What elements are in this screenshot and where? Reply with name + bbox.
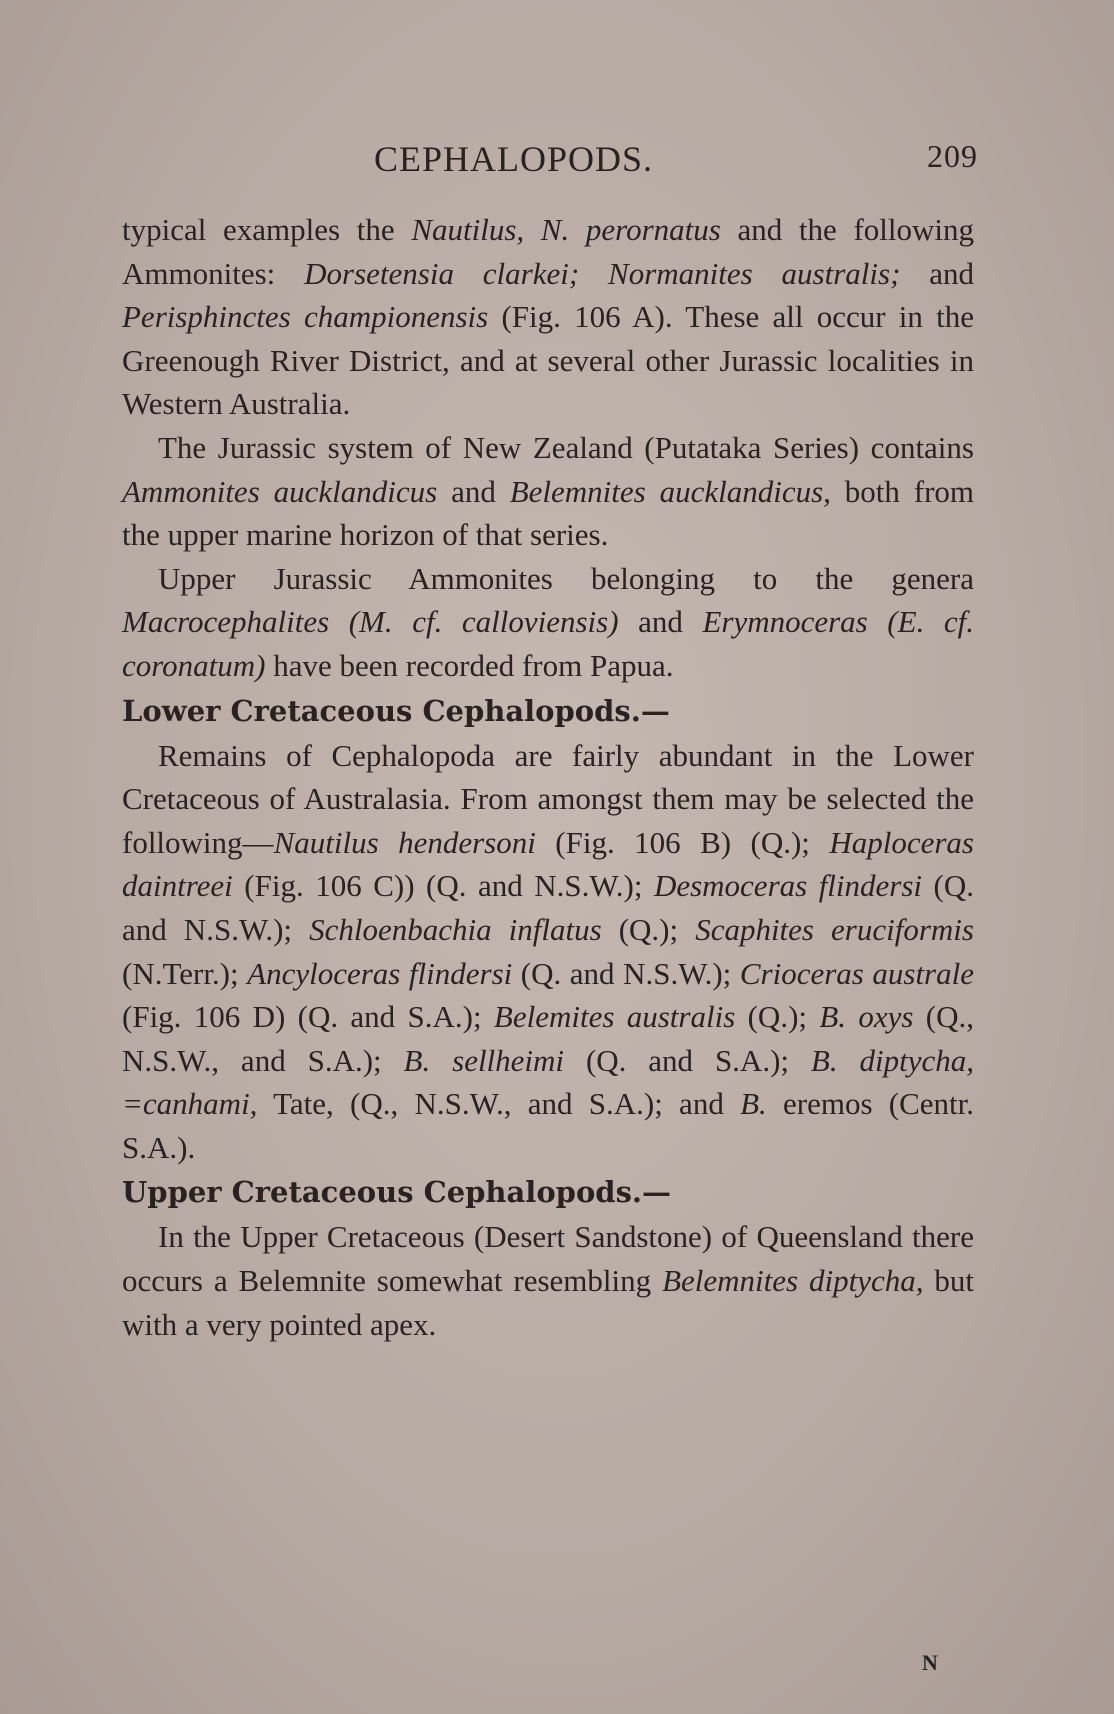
paragraph-3: Upper Jurassic Ammonites belonging to the genera Macrocephalites (M. cf. calloviensis) and Erymnoceras (E. cf. coronatum) have been recorded from Papua. [122,560,974,683]
paragraph-5: In the Upper Cretaceous (Desert Sandstone) of Queensland there occurs a Belemnite somewhat resembling Belemnites diptycha, but with a very pointed apex. [122,1219,974,1342]
page-number: 209 [927,138,978,174]
section-heading-lower-cretaceous: Lower Cretaceous Cephalopods.— [122,693,670,728]
running-header [122,138,978,182]
page-title: CEPHALOPODS. [374,139,654,179]
signature-mark: N [922,1650,938,1675]
section-heading-upper-cretaceous: Upper Cretaceous Cephalopods.— [122,1175,671,1210]
paragraph-1: typical examples the Nautilus, N. perornatus and the following Ammonites: Dorsetensia clarkei; Normanites australis; and Perisphinctes championensis (Fig. 106 A). These all occur in the Greenough River District, and at several other Jurassic localities in Western Australia. [122,212,975,422]
page-body [122,208,974,1346]
paragraph-2: The Jurassic system of New Zealand (Putataka Series) contains Ammonites aucklandicus and Belemnites aucklandicus, both from the upper marine horizon of that series. [122,429,975,553]
paragraph-4: Remains of Cephalopoda are fairly abundant in the Lower Cretaceous of Australasia. From amongst them may be selected the following—Nautilus hendersoni (Fig. 106 B) (Q.); Haploceras daintreei (Fig. 106 C)) (Q. and N.S.W.); Desmoceras flindersi (Q. and N.S.W.); Schloenbachia inflatus (Q.); Scaphites eruciformis (N.Terr.); Ancyloceras flindersi (Q. and N.S.W.); Crioceras australe (Fig. 106 D) (Q. and S.A.); Belemites australis (Q.); B. oxys (Q., N.S.W., and S.A.); B. sellheimi (Q. and S.A.); B. diptycha, =canhami, Tate, (Q., N.S.W., and S.A.); and B. eremos (Centr. S.A.). [122,737,974,1165]
